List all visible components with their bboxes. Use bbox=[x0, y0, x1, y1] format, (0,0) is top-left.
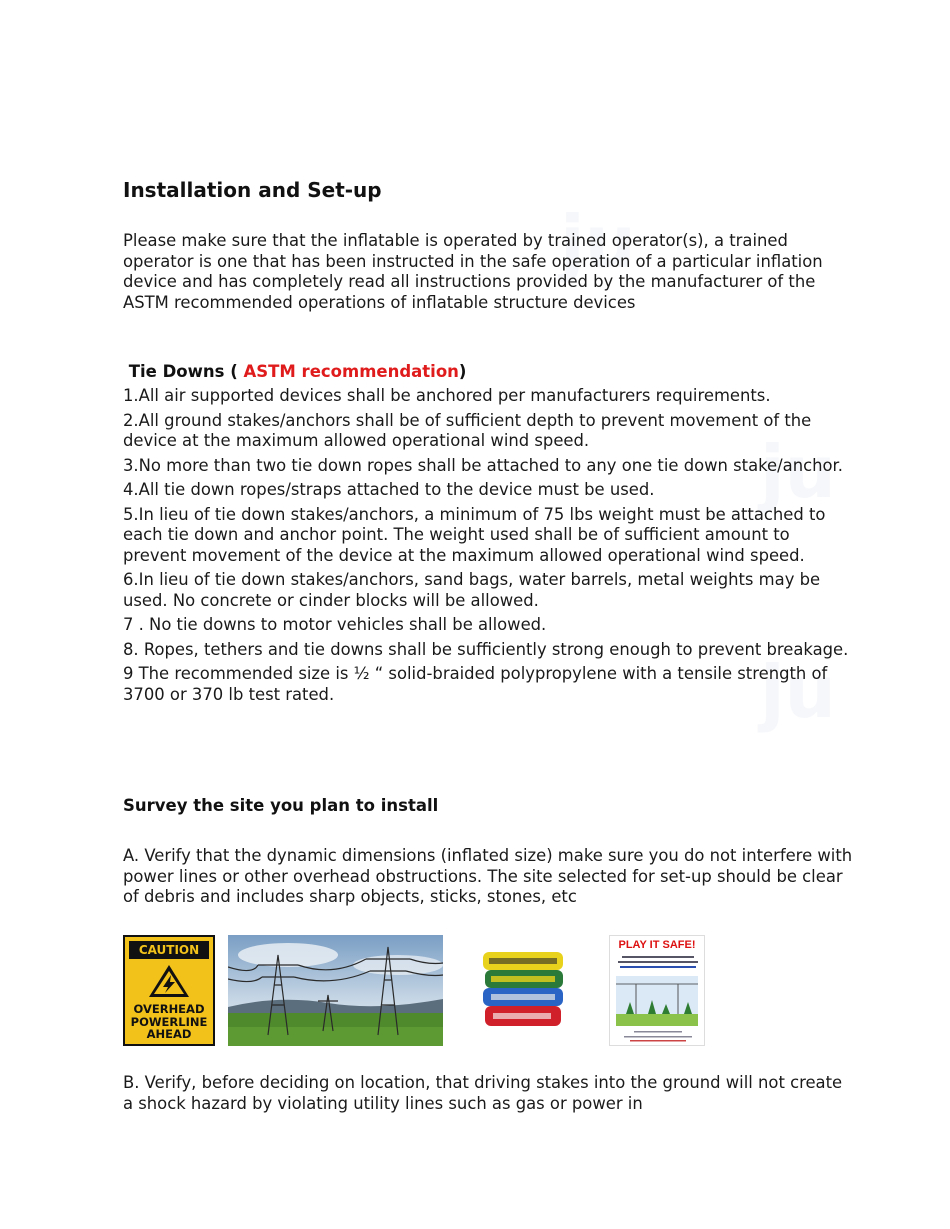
poster-title: PLAY IT SAFE! bbox=[618, 939, 696, 951]
watermark: ju bbox=[760, 650, 836, 734]
list-item: 1.All air supported devices shall be anchored per manufacturers requirements. bbox=[123, 386, 771, 405]
intro-paragraph: Please make sure that the inflatable is operated by trained operator(s), a trained operator is one that has been instructed in the safe operation of a particular inflation device and has completely read all instructions provided by the manufacturer of the ASTM recommended operations of inflatable structure devices bbox=[123, 231, 823, 312]
caution-sign-text: OVERHEAD POWERLINE AHEAD bbox=[130, 1002, 208, 1041]
survey-item-a: A. Verify that the dynamic dimensions (inflated size) make sure you do not interfere with power lines or other overhead obstructions. The site selected for set-up should be clear of debris and includes sharp objects, sticks, stones, etc bbox=[123, 846, 853, 906]
survey-item-b: B. Verify, before deciding on location, that driving stakes into the ground will not create a shock hazard by violating utility lines such as gas or power in bbox=[123, 1073, 843, 1113]
list-item: 6.In lieu of tie down stakes/anchors, sand bags, water barrels, metal weights may be used. No concrete or cinder blocks will be allowed. bbox=[123, 570, 821, 610]
list-item: 9 The recommended size is ½ “ solid-braided polypropylene with a tensile strength of 3700 or 370 lb test rated. bbox=[123, 664, 828, 704]
list-item: 5.In lieu of tie down stakes/anchors, a minimum of 75 lbs weight must be attached to each tie down and anchor point. The weight used shall be of sufficient amount to prevent movement of the device at the maximum allowed operational wind speed. bbox=[123, 504, 826, 565]
tie-downs-paren-open: ( bbox=[224, 362, 244, 381]
caution-sign-image bbox=[123, 935, 215, 1046]
list-item: 2.All ground stakes/anchors shall be of sufficient depth to prevent movement of the device at the maximum allowed operational wind speed. bbox=[123, 410, 812, 450]
tie-downs-title: Tie Downs bbox=[128, 362, 225, 381]
poster-illustration bbox=[616, 976, 698, 1026]
list-item: 3.No more than two tie down ropes shall be attached to any one tie down stake/anchor. bbox=[123, 455, 843, 475]
watermark: ju bbox=[560, 200, 636, 284]
poster-text-lines bbox=[614, 954, 702, 974]
page-title: Installation and Set-up bbox=[123, 178, 382, 202]
power-lines-photo bbox=[228, 935, 443, 1046]
tie-downs-heading bbox=[123, 362, 466, 381]
survey-heading: Survey the site you plan to install bbox=[123, 796, 439, 815]
image-row bbox=[123, 935, 853, 1047]
electric-hazard-icon bbox=[147, 963, 191, 999]
list-item: 4.All tie down ropes/straps attached to the device must be used. bbox=[123, 480, 655, 499]
tie-downs-paren-close: ) bbox=[458, 362, 467, 381]
utility-tapes-photo bbox=[481, 950, 565, 1032]
tie-downs-list bbox=[123, 386, 853, 709]
watermark: ju bbox=[760, 430, 836, 514]
play-it-safe-poster bbox=[609, 935, 705, 1046]
caution-sign-header: CAUTION bbox=[129, 941, 209, 959]
astm-recommendation: ASTM recommendation bbox=[243, 362, 459, 381]
list-item: 8. Ropes, tethers and tie downs shall be sufficiently strong enough to prevent breakage. bbox=[123, 639, 849, 659]
list-item: 7 . No tie downs to motor vehicles shall be allowed. bbox=[123, 615, 547, 634]
poster-footer-lines bbox=[620, 1030, 696, 1044]
